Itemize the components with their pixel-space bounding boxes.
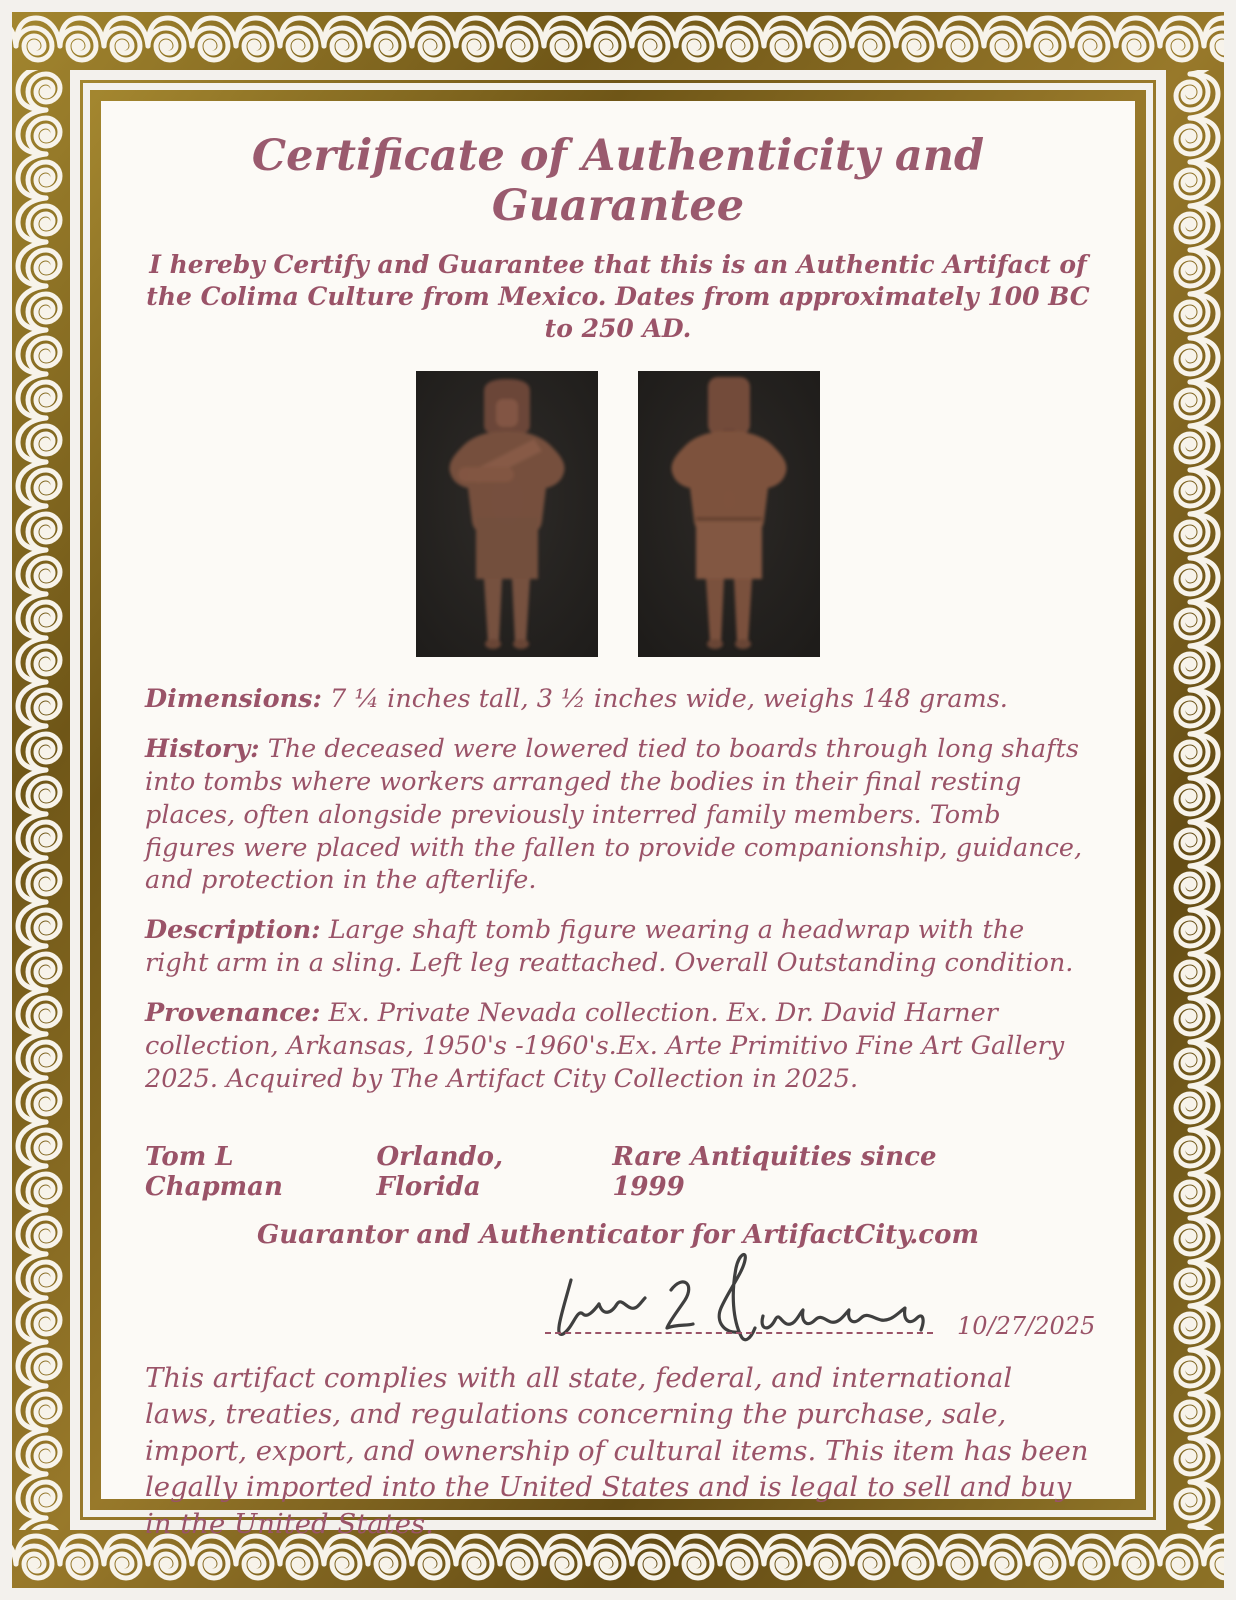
attribution-tagline: Rare Antiquities since 1999	[612, 1141, 937, 1202]
artifact-photos	[145, 371, 1091, 657]
section-history	[145, 733, 1091, 897]
legal-text: This artifact complies with all state, federal, and international laws, treaties, and regulations concerning the purchase, sale, import, export, and ownership of cultural items. This item has been legally imported into the United States and is legal to sell and buy in the United States.	[145, 1361, 1089, 1541]
guarantor-line: Guarantor and Authenticator for ArtifactCity.com	[257, 1219, 979, 1250]
section-description-text: Large shaft tomb figure wearing a headwrap with the right arm in a sling. Left leg reattached. Overall Outstanding condition.	[145, 915, 1074, 979]
section-provenance-text: Ex. Private Nevada collection. Ex. Dr. David Harner collection, Arkansas, 1950's -1960's.Ex. Arte Primitivo Fine Art Gallery 2025. Acquired by The Artifact City Collection in 2025.	[145, 998, 1065, 1094]
section-history-label: History:	[145, 733, 260, 764]
attribution-location: Orlando, Florida	[376, 1141, 504, 1202]
artifact-figure-front-image	[416, 371, 598, 657]
certificate-statement: I hereby Certify and Guarantee that this is an Authentic Artifact of the Colima Culture from Mexico. Dates from approximately 100 BC to 250 AD.	[146, 250, 1090, 343]
section-description-label: Description:	[145, 915, 321, 946]
section-history-text: The deceased were lowered tied to boards through long shafts into tombs where workers arranged the bodies in their final resting places, often alongside previously interred family members. Tomb figures were placed with the fallen to provide companionship, guidance, and protection in the afterlife.	[145, 733, 1083, 896]
attribution-name: Tom L Chapman	[145, 1141, 283, 1202]
section-dimensions	[145, 683, 1091, 716]
artifact-photo-front	[416, 371, 598, 657]
certificate-title: Certificate of Authenticity and Guarantee	[251, 131, 985, 231]
signature-block	[145, 1252, 1096, 1346]
certificate-body	[101, 101, 1135, 1541]
section-provenance	[145, 997, 1091, 1096]
attribution-row	[145, 1142, 1091, 1202]
artifact-figure-back-image	[638, 371, 820, 657]
section-provenance-label: Provenance:	[145, 998, 321, 1029]
section-dimensions-label: Dimensions:	[145, 684, 322, 714]
artifact-photo-back	[638, 371, 820, 657]
section-description	[145, 914, 1091, 980]
signature-date: 10/27/2025	[957, 1311, 1096, 1340]
signature-line	[545, 1332, 933, 1334]
section-dimensions-text: 7 ¼ inches tall, 3 ½ inches wide, weighs 148 grams.	[330, 684, 1008, 714]
